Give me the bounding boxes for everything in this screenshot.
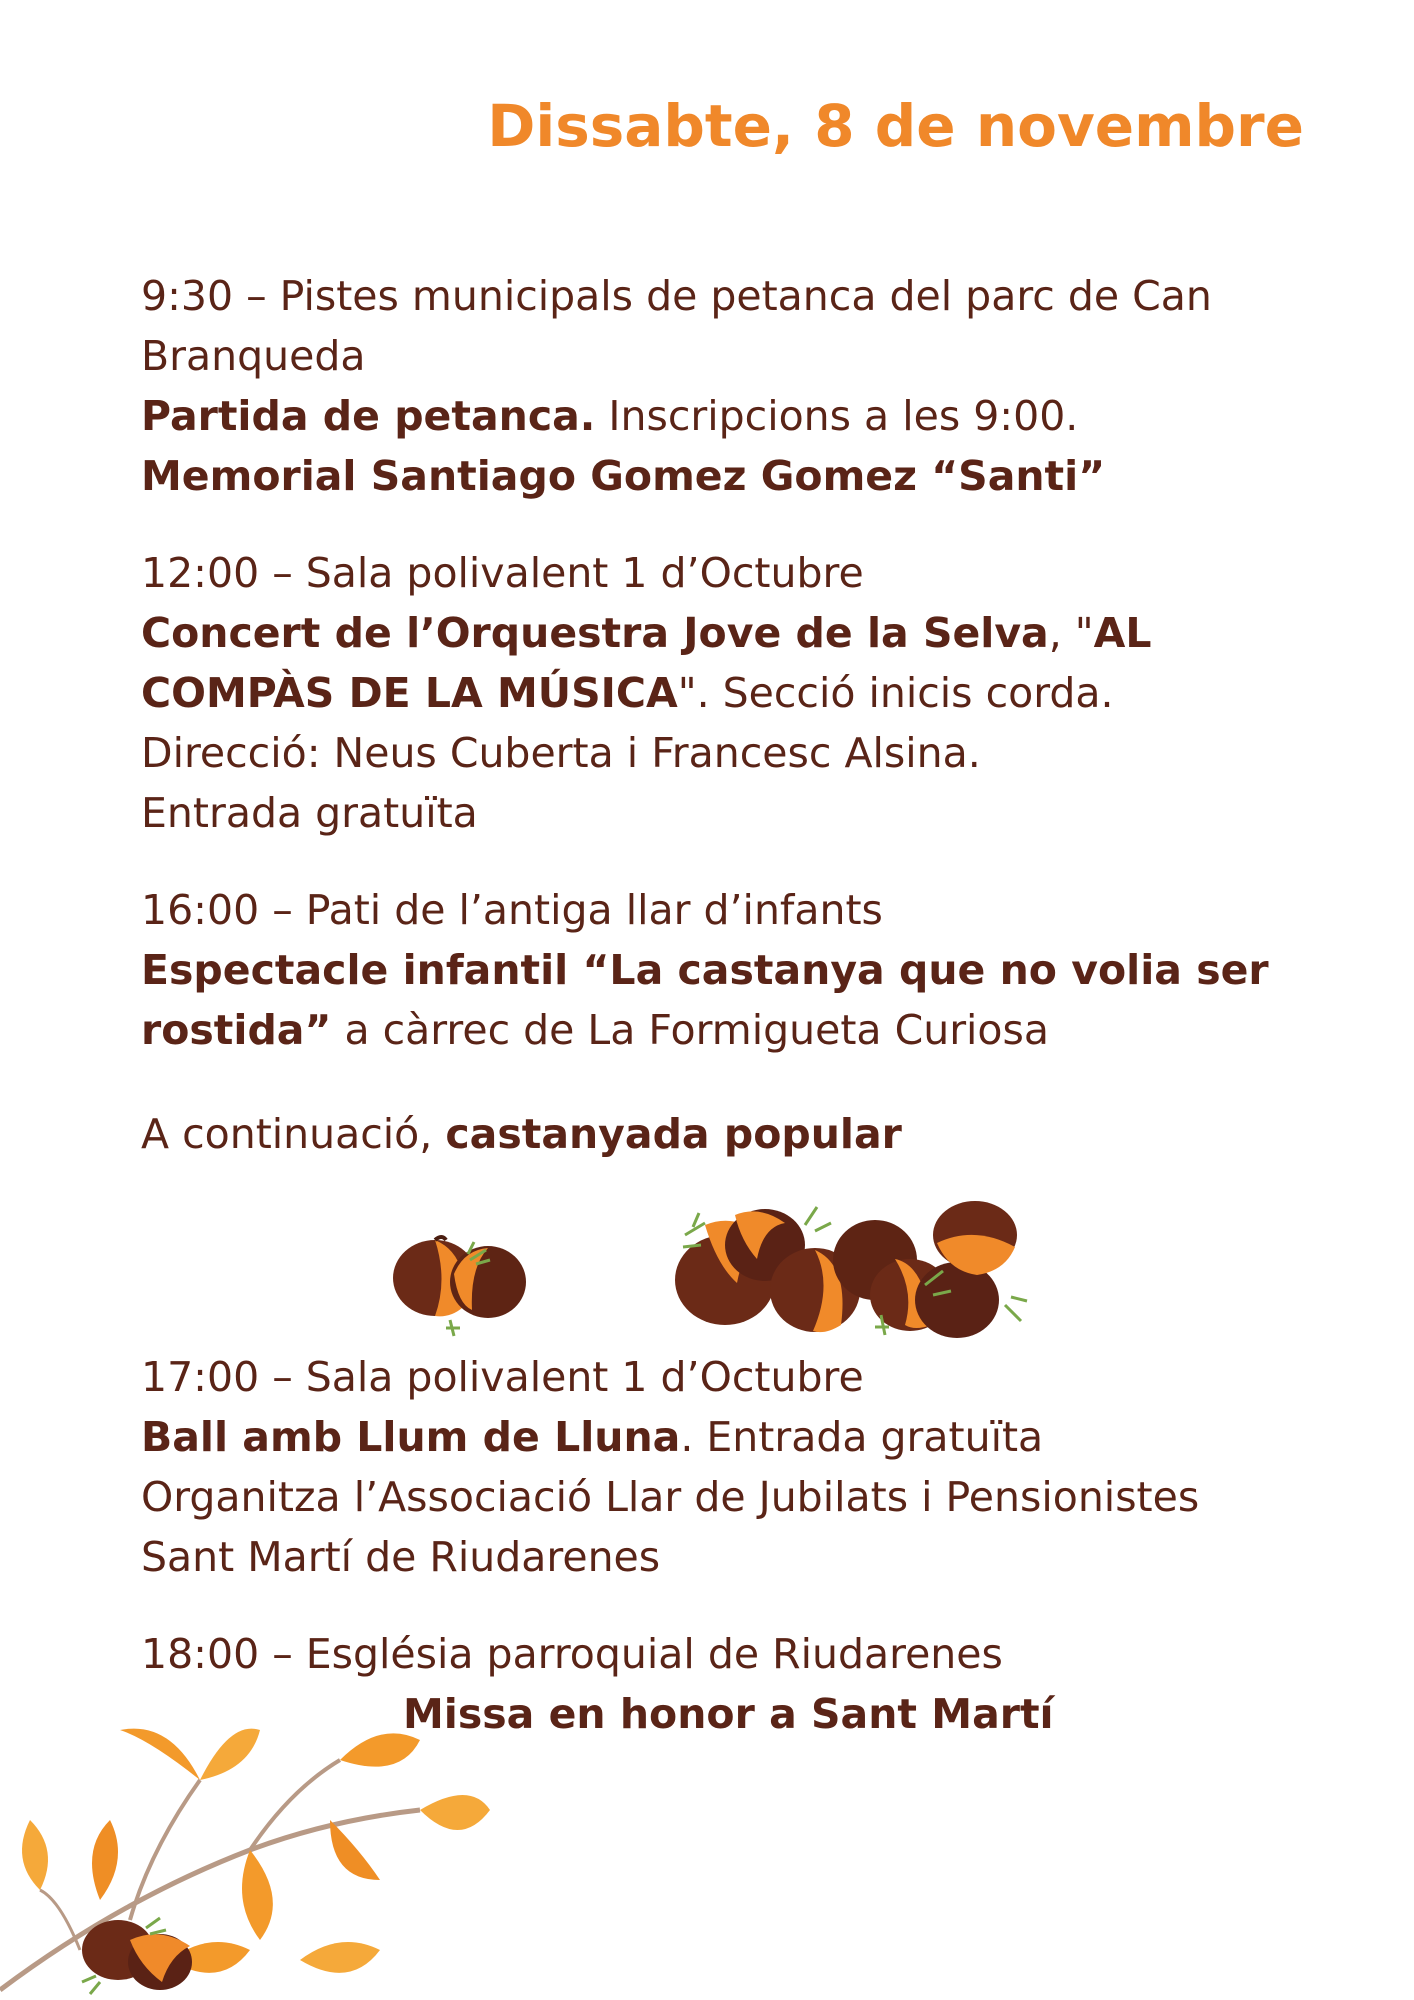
event-detail: ". Secció inicis corda. bbox=[677, 669, 1114, 717]
event-time-place: 18:00 – Església parroquial de Riudarenes bbox=[141, 1630, 1003, 1678]
page-title: Dissabte, 8 de novembre bbox=[487, 92, 1304, 160]
event-separator: , " bbox=[1048, 609, 1094, 657]
event-direction: Direcció: Neus Cuberta i Francesc Alsina. bbox=[141, 729, 981, 777]
event-name: Partida de petanca. bbox=[141, 392, 596, 440]
event-ball bbox=[141, 1347, 1321, 1587]
event-description bbox=[141, 940, 1321, 1060]
event-intro: A continuació, bbox=[141, 1110, 446, 1158]
event-time-place: 9:30 – Pistes municipals de petanca del parc de Can Branqueda bbox=[141, 272, 1212, 380]
concert-title: AL COMPÀS DE LA MÚSICA bbox=[141, 609, 1152, 717]
event-name: Espectacle infantil “La castanya que no volia ser rostida” bbox=[141, 946, 1269, 1054]
event-organizer: Organitza l’Associació Llar de Jubilats i Pensionistes Sant Martí de Riudarenes bbox=[141, 1473, 1200, 1581]
chestnut-icon bbox=[450, 1246, 526, 1318]
event-time-place: 17:00 – Sala polivalent 1 d’Octubre bbox=[141, 1353, 864, 1401]
chestnut-group-left bbox=[380, 1220, 540, 1340]
event-concert bbox=[141, 543, 1321, 843]
chestnut-icon bbox=[82, 1918, 192, 1994]
event-entry: Entrada gratuïta bbox=[141, 789, 478, 837]
event-name: Concert de l’Orquestra Jove de la Selva bbox=[141, 609, 1049, 657]
event-subtitle: Memorial Santiago Gomez Gomez “Santi” bbox=[141, 452, 1106, 500]
event-time-place: 16:00 – Pati de l’antiga llar d’infants bbox=[141, 886, 883, 934]
event-name: Missa en honor a Sant Martí bbox=[403, 1690, 1054, 1738]
event-description bbox=[141, 1104, 1321, 1164]
event-name: Ball amb Llum de Lluna bbox=[141, 1413, 681, 1461]
event-petanca bbox=[141, 266, 1321, 506]
event-time-place: 12:00 – Sala polivalent 1 d’Octubre bbox=[141, 549, 864, 597]
event-detail: a càrrec de La Formigueta Curiosa bbox=[331, 1006, 1050, 1054]
ginkgo-branch-icon bbox=[0, 1700, 500, 2000]
chestnut-group-right bbox=[665, 1185, 1030, 1345]
event-detail: . Entrada gratuïta bbox=[680, 1413, 1044, 1461]
event-espectacle bbox=[141, 880, 1321, 1060]
event-detail: Inscripcions a les 9:00. bbox=[595, 392, 1079, 440]
event-name: castanyada popular bbox=[445, 1110, 902, 1158]
event-description bbox=[141, 386, 1321, 446]
event-castanyada bbox=[141, 1104, 1321, 1164]
event-description bbox=[141, 1407, 1321, 1467]
event-description bbox=[141, 603, 1321, 723]
